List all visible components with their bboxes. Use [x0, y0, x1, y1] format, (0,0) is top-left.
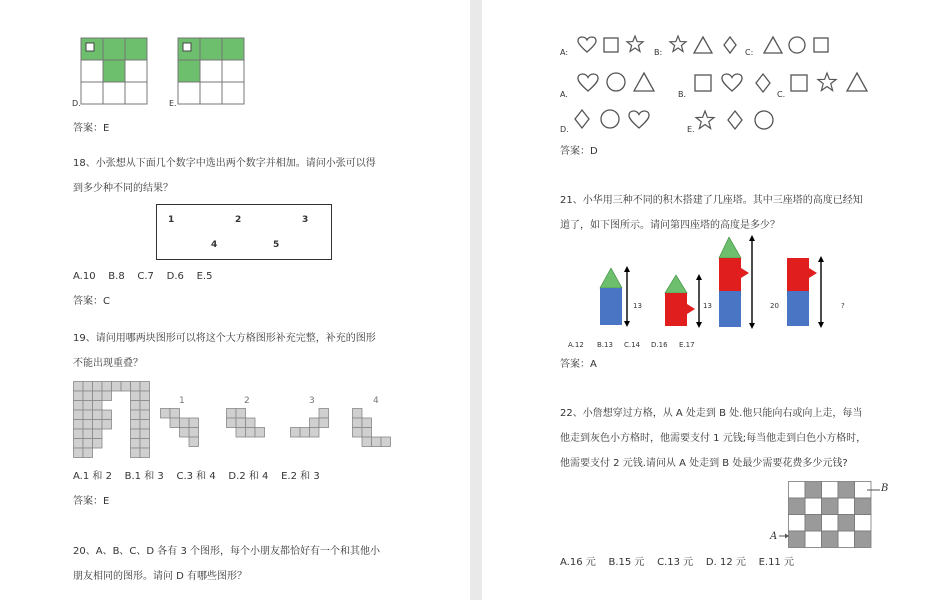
q20-text-line2: 朋友相同的图形。请问 D 有哪些图形？	[73, 571, 248, 582]
grid-cell	[131, 439, 141, 449]
grid-cell	[227, 418, 237, 428]
heart-icon	[577, 73, 599, 93]
grid-cell	[855, 515, 872, 532]
grid-cell	[362, 418, 372, 428]
diamond-icon	[574, 109, 590, 129]
grid-cell	[189, 418, 199, 428]
q21-towers-figure	[592, 236, 852, 331]
grid-cell	[102, 391, 112, 401]
grid-cell	[362, 428, 372, 438]
q20-option-e3-label: E.	[687, 125, 695, 134]
grid-cell	[189, 428, 199, 438]
grid-cell	[83, 382, 93, 392]
q22-arrow-b	[867, 486, 881, 494]
triangle-icon	[763, 36, 783, 54]
grid-cell	[319, 409, 329, 419]
grid-cell	[855, 498, 872, 515]
q18-number: 5	[273, 240, 280, 250]
q18-number: 1	[168, 215, 175, 225]
heart-icon	[577, 36, 597, 54]
grid-cell	[131, 429, 141, 439]
grid-cell	[236, 428, 246, 438]
q20-option-c1-label: C:	[745, 48, 754, 57]
q18-choices: A.10 B.8 C.7 D.6 E.5	[73, 271, 213, 282]
q19-text-line1: 19、请问用哪两块图形可以将这个大方格图形补充完整，补充的图形	[73, 333, 376, 344]
grid-cell	[93, 429, 103, 439]
square-icon	[790, 74, 808, 92]
grid-cell	[161, 409, 171, 419]
grid-cell	[93, 391, 103, 401]
square-icon	[813, 37, 829, 53]
grid-cell	[140, 382, 150, 392]
q20-option-d3-label: D.	[560, 125, 569, 134]
grid-cell	[74, 401, 84, 411]
circle-icon	[754, 110, 774, 130]
circle-icon	[606, 72, 626, 92]
grid-cell	[838, 498, 855, 515]
grid-cell	[805, 515, 822, 532]
grid-cell	[131, 382, 141, 392]
grid-cell	[372, 437, 382, 447]
grid-cell	[74, 382, 84, 392]
grid-cell	[170, 418, 180, 428]
grid-cell	[131, 448, 141, 458]
q17-option-d-grid	[80, 37, 150, 105]
grid-cell	[131, 391, 141, 401]
grid-cell	[74, 439, 84, 449]
grid-cell	[838, 482, 855, 499]
grid-cell	[822, 531, 839, 548]
grid-cell	[121, 382, 131, 392]
q21-height-label: 20	[770, 302, 779, 310]
q21-text-line1: 21、小华用三种不同的积木搭建了几座塔。其中三座塔的高度已经知	[560, 195, 863, 206]
q22-arrow-a	[779, 532, 791, 540]
grid-cell	[140, 429, 150, 439]
grid-cell	[93, 410, 103, 420]
grid-cell	[189, 437, 199, 447]
grid-cell	[83, 401, 93, 411]
q22-text-line1: 22、小詹想穿过方格，从 A 处走到 B 处.他只能向右或向上走，每当	[560, 408, 863, 419]
grid-cell	[855, 531, 872, 548]
grid-cell	[131, 410, 141, 420]
grid-cell	[310, 418, 320, 428]
q21-choice: D.16	[651, 341, 668, 349]
grid-cell	[789, 498, 806, 515]
grid-cell	[353, 428, 363, 438]
grid-cell	[300, 428, 310, 438]
square-icon	[603, 37, 619, 53]
grid-cell	[131, 401, 141, 411]
q22-path-grid	[788, 481, 878, 547]
grid-cell	[310, 428, 320, 438]
grid-cell	[83, 391, 93, 401]
grid-cell	[140, 439, 150, 449]
q19-piece-label: 1	[179, 396, 185, 406]
grid-cell	[227, 409, 237, 419]
q21-height-label: 13	[703, 302, 712, 310]
heart-icon	[721, 73, 743, 93]
grid-cell	[822, 482, 839, 499]
grid-cell	[93, 420, 103, 430]
diamond-icon	[723, 36, 737, 54]
q20-answer: 答案：D	[560, 146, 598, 157]
grid-cell	[838, 531, 855, 548]
grid-cell	[83, 410, 93, 420]
grid-cell	[789, 515, 806, 532]
q21-height-label: ?	[841, 302, 845, 310]
triangle-icon	[693, 36, 713, 54]
grid-cell	[805, 482, 822, 499]
grid-cell	[102, 420, 112, 430]
q19-choices: A.1 和 2 B.1 和 3 C.3 和 4 D.2 和 4 E.2 和 3	[73, 471, 320, 482]
grid-cell	[140, 420, 150, 430]
grid-cell	[822, 498, 839, 515]
grid-cell	[83, 429, 93, 439]
grid-cell	[319, 418, 329, 428]
grid-cell	[131, 420, 141, 430]
diamond-icon	[755, 73, 771, 93]
q19-piece-1	[160, 408, 206, 448]
diamond-icon	[727, 110, 743, 130]
grid-cell	[381, 437, 391, 447]
q22-label-a: A	[770, 531, 778, 542]
q19-piece-label: 3	[309, 396, 315, 406]
grid-cell	[805, 498, 822, 515]
circle-icon	[600, 109, 620, 129]
star-icon	[695, 110, 715, 130]
q17-option-e-grid	[177, 37, 247, 105]
triangle-icon	[846, 72, 868, 92]
q21-choice: C.14	[624, 341, 641, 349]
grid-cell	[838, 515, 855, 532]
q19-piece-4	[352, 408, 398, 448]
q22-choices: A.16 元 B.15 元 C.13 元 D. 12 元 E.11 元	[560, 557, 794, 568]
star-icon	[669, 35, 687, 53]
q21-choice: B.13	[597, 341, 613, 349]
grid-cell	[112, 382, 122, 392]
grid-cell	[74, 429, 84, 439]
grid-cell	[180, 428, 190, 438]
star-icon	[817, 72, 837, 92]
q20-text-line1: 20、A、B、C、D 各有 3 个图形，每个小朋友都恰好有一个和其他小	[73, 546, 381, 557]
q21-answer: 答案：A	[560, 359, 597, 370]
q21-choice: E.17	[679, 341, 695, 349]
grid-cell	[353, 409, 363, 419]
grid-cell	[789, 482, 806, 499]
q18-text-line1: 18、小张想从下面几个数字中选出两个数字并相加。请问小张可以得	[73, 158, 376, 169]
q20-option-a2-label: A.	[560, 90, 568, 99]
q19-piece-label: 2	[244, 396, 250, 406]
grid-cell	[140, 410, 150, 420]
q20-option-c2-label: C.	[777, 90, 786, 99]
q22-label-b: B	[881, 483, 889, 494]
q20-option-a1-label: A:	[560, 48, 569, 57]
grid-cell	[353, 418, 363, 428]
grid-cell	[83, 448, 93, 458]
grid-cell	[822, 515, 839, 532]
grid-cell	[170, 409, 180, 419]
grid-cell	[180, 418, 190, 428]
grid-cell	[246, 428, 256, 438]
grid-cell	[140, 391, 150, 401]
grid-cell	[93, 439, 103, 449]
grid-cell	[93, 382, 103, 392]
right-page	[482, 0, 930, 600]
grid-cell	[74, 420, 84, 430]
q17-option-e-label: E.	[169, 99, 177, 108]
q21-height-label: 13	[633, 302, 642, 310]
grid-cell	[74, 391, 84, 401]
q18-number: 2	[235, 215, 242, 225]
q20-option-b2-label: B.	[678, 90, 687, 99]
q21-choice: A.12	[568, 341, 584, 349]
q19-piece-2	[226, 408, 272, 448]
q18-answer: 答案：C	[73, 296, 110, 307]
triangle-icon	[633, 72, 655, 92]
q19-big-grid	[73, 381, 153, 458]
grid-cell	[140, 448, 150, 458]
square-icon	[694, 74, 712, 92]
grid-cell	[805, 531, 822, 548]
heart-icon	[628, 110, 650, 130]
grid-cell	[74, 410, 84, 420]
grid-cell	[102, 382, 112, 392]
q18-text-line2: 到多少种不同的结果？	[73, 183, 173, 194]
q18-number: 3	[302, 215, 309, 225]
grid-cell	[236, 418, 246, 428]
star-icon	[626, 35, 644, 53]
grid-cell	[83, 439, 93, 449]
q21-text-line2: 道了，如下图所示。请问第四座塔的高度是多少？	[560, 220, 780, 231]
q22-text-line3: 他需要支付 2 元钱.请问从 A 处走到 B 处最少需要花费多少元钱?	[560, 458, 848, 469]
grid-cell	[236, 409, 246, 419]
grid-cell	[102, 410, 112, 420]
q18-number: 4	[211, 240, 218, 250]
q22-text-line2: 他走到灰色小方格时，他需要支付 1 元钱;每当他走到白色小方格时，	[560, 433, 867, 444]
grid-cell	[246, 418, 256, 428]
grid-cell	[362, 437, 372, 447]
q19-piece-label: 4	[373, 396, 379, 406]
circle-icon	[788, 36, 806, 54]
grid-cell	[291, 428, 301, 438]
q19-text-line2: 不能出现重叠？	[73, 358, 143, 369]
grid-cell	[93, 401, 103, 411]
q19-piece-3	[290, 408, 336, 448]
grid-cell	[74, 448, 84, 458]
q17-answer: 答案：E	[73, 123, 110, 134]
grid-cell	[255, 428, 265, 438]
q18-number-box	[156, 204, 332, 260]
grid-cell	[83, 420, 93, 430]
q19-answer: 答案：E	[73, 496, 110, 507]
grid-cell	[140, 401, 150, 411]
q20-option-b1-label: B:	[654, 48, 663, 57]
q17-option-d-label: D.	[72, 99, 81, 108]
